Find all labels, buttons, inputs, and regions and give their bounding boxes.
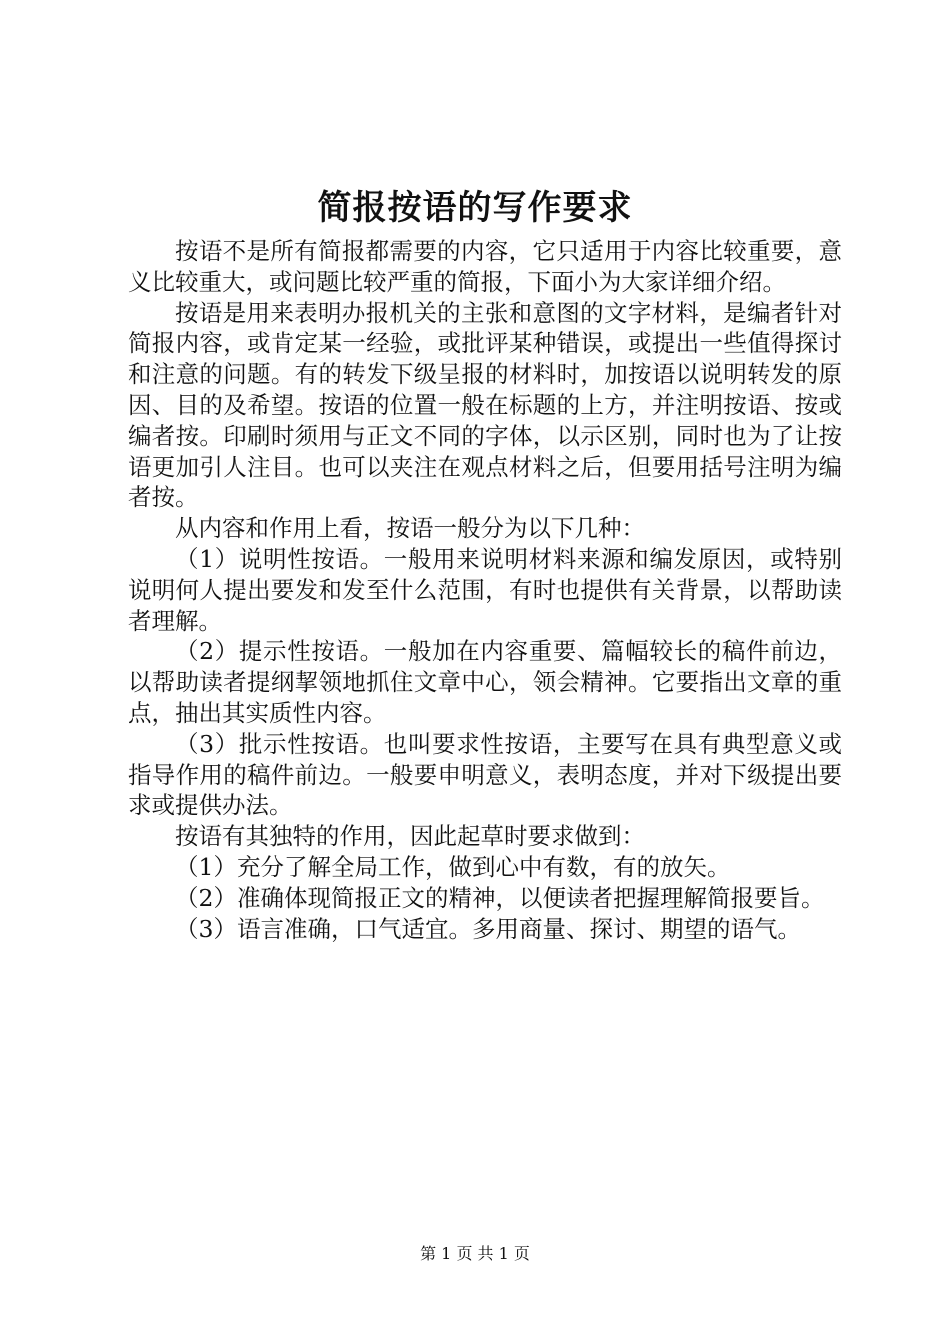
intro-paragraph: 按语不是所有简报都需要的内容，它只适用于内容比较重要，意义比较重大，或问题比较严重的简报，下面小为大家详细介绍。 — [128, 237, 842, 296]
requirement-3-paragraph: （3）语言准确，口气适宜。多用商量、探讨、期望的语气。 — [175, 914, 801, 943]
type-prompting-paragraph: （2）提示性按语。一般加在内容重要、篇幅较长的稿件前边，以帮助读者提纲挈领地抓住文章中心，领会精神。它要指出文章的重点，抽出其实质性内容。 — [128, 637, 842, 727]
type-directive-paragraph: （3）批示性按语。也叫要求性按语，主要写在具有典型意义或指导作用的稿件前边。一般要申明意义，表明态度，并对下级提出要求或提供办法。 — [128, 729, 842, 820]
requirement-2-paragraph: （2）准确体现简报正文的精神，以便读者把握理解简报要旨。 — [175, 883, 825, 912]
type-explanatory-paragraph: （1）说明性按语。一般用来说明材料来源和编发原因，或特别说明何人提出要发和发至什么范围，有时也提供有关背景，以帮助读者理解。 — [128, 544, 842, 635]
page-number-footer: 第 1 页 共 1 页 — [420, 1244, 530, 1263]
document-body — [128, 236, 842, 944]
requirements-intro-paragraph: 按语有其独特的作用，因此起草时要求做到： — [175, 822, 645, 851]
document-title: 简报按语的写作要求 — [317, 188, 633, 228]
types-intro-paragraph: 从内容和作用上看，按语一般分为以下几种： — [175, 514, 645, 543]
definition-paragraph: 按语是用来表明办报机关的主张和意图的文字材料，是编者针对简报内容，或肯定某一经验，或批评某种错误，或提出一些值得探讨和注意的问题。有的转发下级呈报的材料时，加按语以说明转发的原因、目的及希望。按语的位置一般在标题的上方，并注明按语、按或编者按。印刷时须用与正文不同的字体，以示区别，同时也为了让按语更加引人注目。也可以夹注在观点材料之后，但要用括号注明为编者按。 — [128, 298, 842, 512]
requirement-1-paragraph: （1）充分了解全局工作，做到心中有数，有的放矢。 — [175, 852, 731, 881]
